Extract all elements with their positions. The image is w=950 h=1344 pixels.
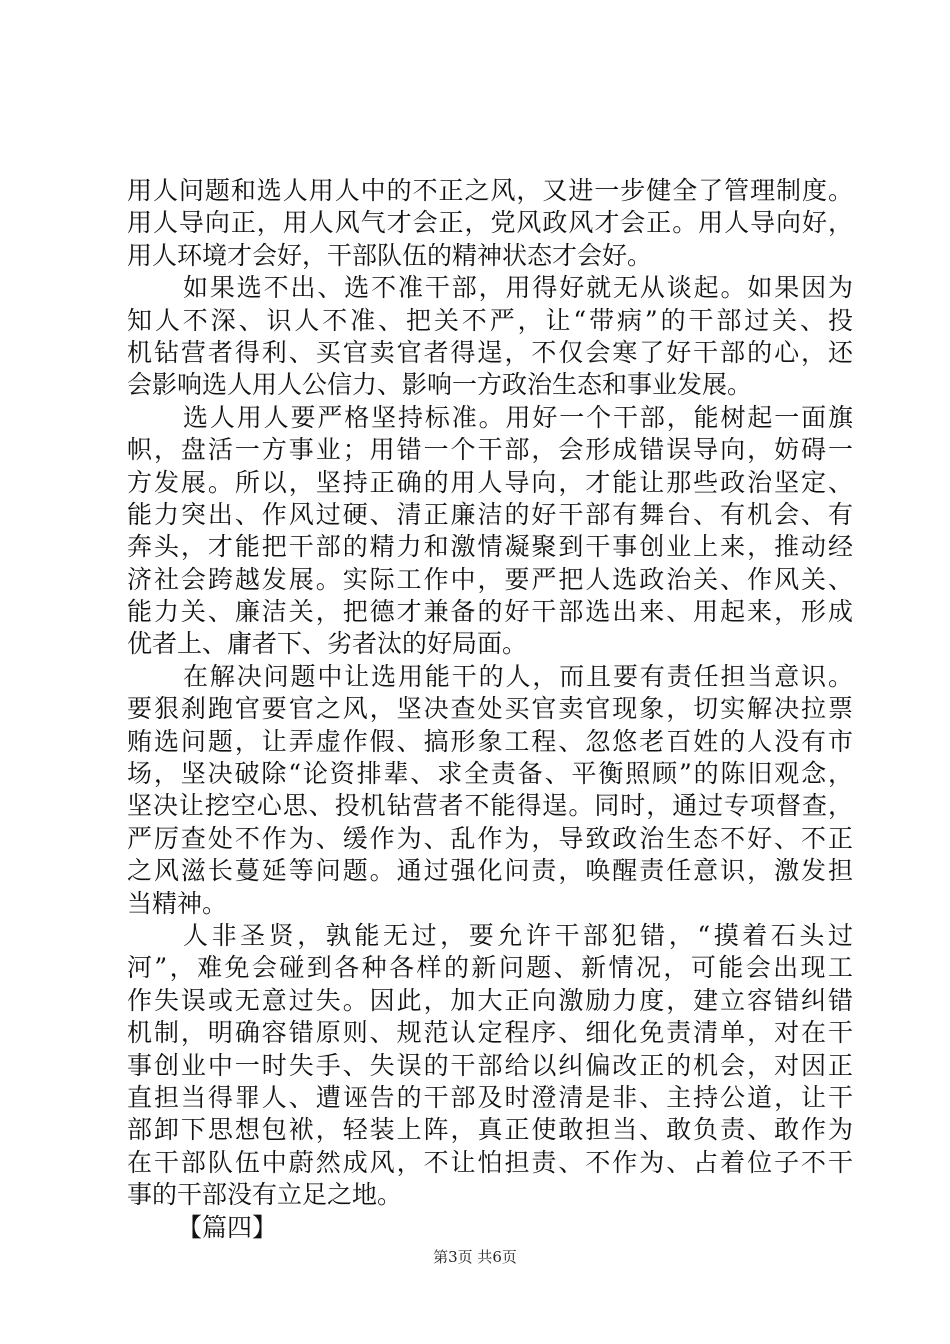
text-line: 济社会跨越发展。实际工作中，要严把人选政治关、作风关、 [127, 564, 853, 594]
text-line: 机钻营者得利、买官卖官者得逞，不仅会寒了好干部的心，还 [127, 337, 853, 367]
text-line: 选人用人要严格坚持标准。用好一个干部，能树起一面旗 [183, 402, 853, 432]
text-line: 如果选不出、选不准干部，用得好就无从谈起。如果因为 [183, 273, 853, 303]
text-line: 直担当得罪人、遭诬告的干部及时澄清是非、主持公道，让干 [127, 1082, 853, 1112]
paragraph-p1 [127, 175, 853, 272]
text-line: 人非圣贤，孰能无过，要允许干部犯错，“摸着石头过 [183, 920, 853, 950]
text-line: 场，坚决破除“论资排辈、求全责备、平衡照顾”的陈旧观念， [127, 759, 853, 789]
text-line: 事创业中一时失手、失误的干部给以纠偏改正的机会，对因正 [127, 1050, 853, 1080]
text-line: 严厉查处不作为、缓作为、乱作为，导致政治生态不好、不正 [127, 823, 853, 853]
text-line: 在干部队伍中蔚然成风，不让怕担责、不作为、占着位子不干 [127, 1147, 853, 1177]
text-line: 优者上、庸者下、劣者汰的好局面。 [127, 629, 528, 659]
text-line: 当精神。 [127, 888, 228, 918]
text-line: 作失误或无意过失。因此，加大正向激励力度，建立容错纠错 [127, 985, 853, 1015]
text-line: 在解决问题中让选用能干的人，而且要有责任担当意识。 [183, 661, 853, 691]
text-line: 事的干部没有立足之地。 [127, 1180, 403, 1210]
text-line: 方发展。所以，坚持正确的用人导向，才能让那些政治坚定、 [127, 467, 853, 497]
paragraph-p3 [127, 402, 853, 661]
text-line: 贿选问题，让弄虚作假、搞形象工程、忽悠老百姓的人没有市 [127, 726, 853, 756]
text-line: 要狠刹跑官要官之风，坚决查处买官卖官现象，切实解决拉票 [127, 694, 853, 724]
text-line: 部卸下思想包袱，轻装上阵，真正使敢担当、敢负责、敢作为 [127, 1115, 853, 1145]
page-footer [0, 1246, 950, 1267]
text-line: 坚决让挖空心思、投机钻营者不能得逞。同时，通过专项督查， [127, 791, 853, 821]
document-body [127, 175, 853, 1244]
text-line: 河”，难免会碰到各种各样的新问题、新情况，可能会出现工 [127, 953, 853, 983]
paragraph-p4 [127, 661, 853, 920]
text-line: 帜，盘活一方事业；用错一个干部，会形成错误导向，妨碍一 [127, 435, 853, 465]
text-line: 能力关、廉洁关，把德才兼备的好干部选出来、用起来，形成 [127, 597, 853, 627]
paragraph-p2 [127, 272, 853, 402]
section-heading: 【篇四】 [177, 1212, 278, 1242]
text-line: 能力突出、作风过硬、清正廉洁的好干部有舞台、有机会、有 [127, 499, 853, 529]
page-indicator: 第3页 共6页 [433, 1248, 517, 1266]
text-line: 用人导向正，用人风气才会正，党风政风才会正。用人导向好， [127, 208, 853, 238]
paragraph-p5 [127, 920, 853, 1212]
text-line: 机制，明确容错原则、规范认定程序、细化免责清单，对在干 [127, 1018, 853, 1048]
text-line: 知人不深、识人不准、把关不严，让“带病”的干部过关、投 [127, 305, 853, 335]
text-line: 之风滋长蔓延等问题。通过强化问责，唤醒责任意识，激发担 [127, 856, 853, 886]
text-line: 用人问题和选人用人中的不正之风，又进一步健全了管理制度。 [127, 176, 853, 205]
text-line: 会影响选人用人公信力、影响一方政治生态和事业发展。 [127, 370, 753, 400]
text-line: 用人环境才会好，干部队伍的精神状态才会好。 [127, 240, 653, 270]
text-line: 奔头，才能把干部的精力和激情凝聚到干事创业上来，推动经 [127, 532, 853, 562]
